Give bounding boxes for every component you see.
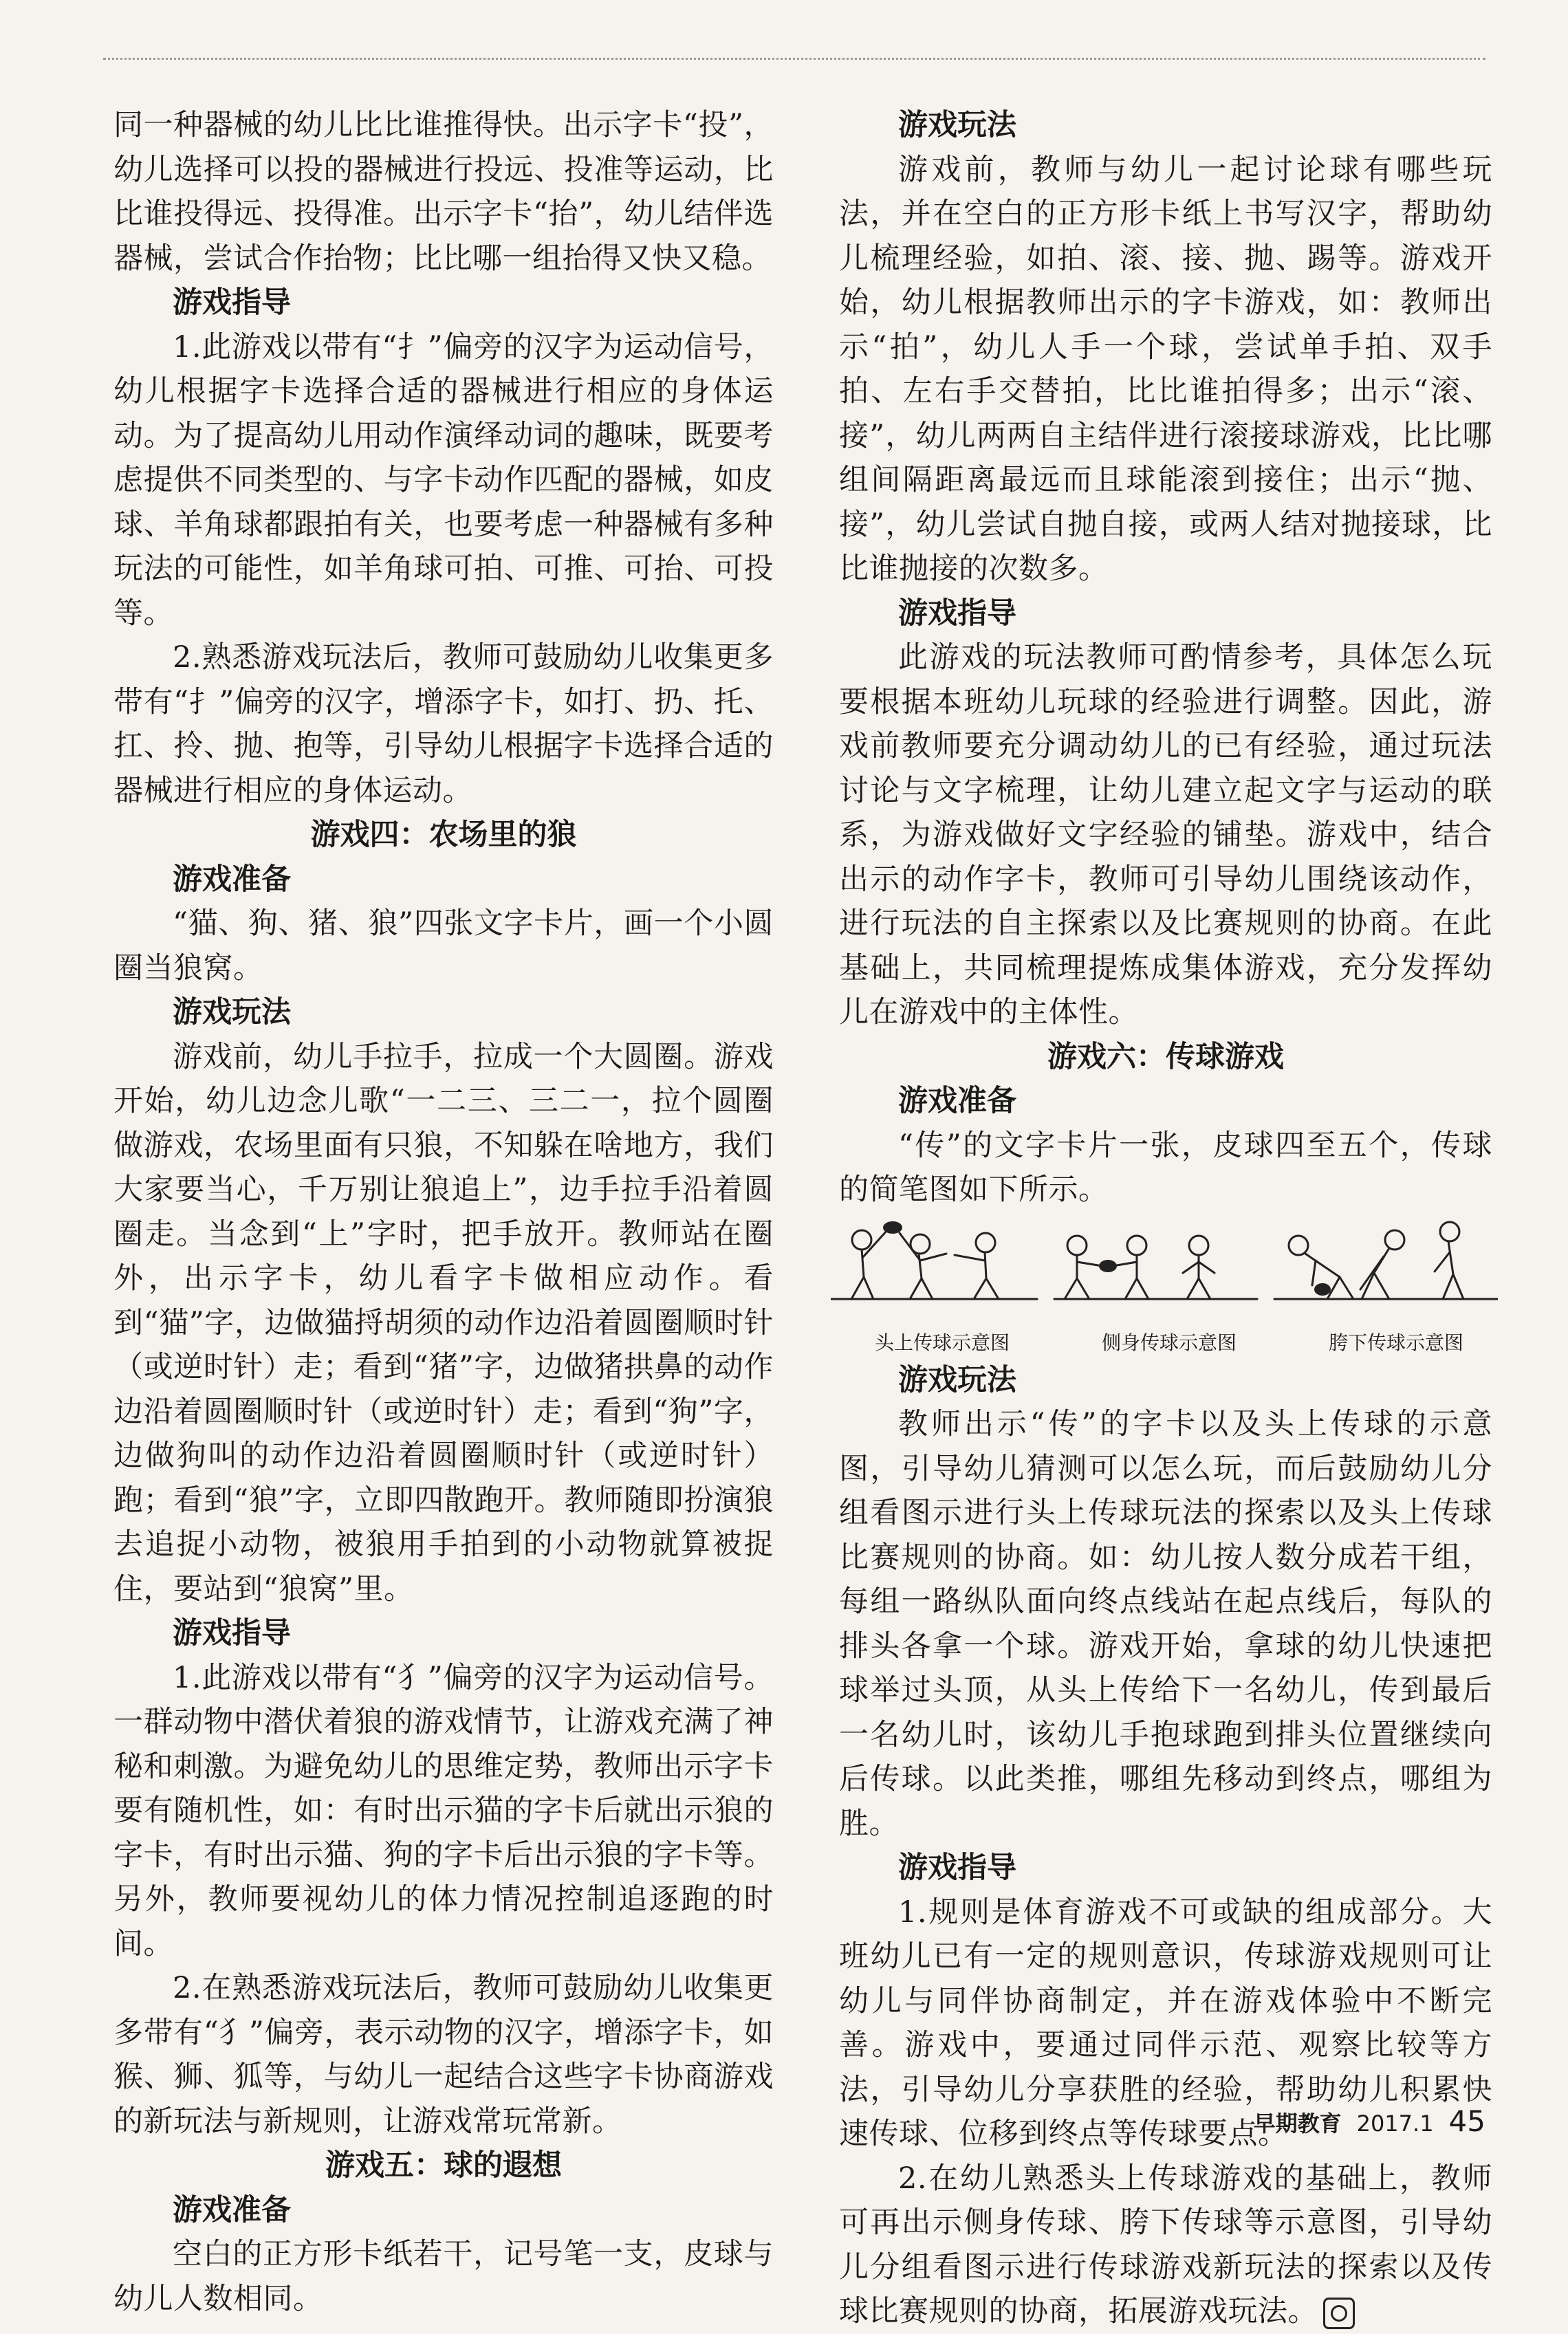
paragraph: 游戏前，幼儿手拉手，拉成一个大圆圈。游戏开始，幼儿边念儿歌“一二三、三二一，拉个圆圈做游戏，农场里面有只狼，不知躲在啥地方，我们大家要当心，千万别让狼追上”，边手拉手沿着圆圈走。当念到“上”字时，把手放开。教师站在圈外，出示字卡，幼儿看字卡做相应动作。看到“猫”字，边做猫捋胡须的动作边沿着圆圈顺时针（或逆时针）走；看到“猪”字，边做猪拱鼻的动作边沿着圆圈顺时针（或逆时针）走；看到“狗”字，边做狗叫的动作边沿着圆圈顺时针（或逆时针）跑；看到“狼”字，立即四散跑开。教师随即扮演狼去追捉小动物，被狼用手拍到的小动物就算被捉住，要站到“狼窝”里。 (113, 1039, 774, 1606)
subheading: 游戏指导 (173, 1616, 291, 1650)
subheading: 游戏玩法 (898, 108, 1016, 142)
game-title: 游戏四：农场里的狼 (310, 818, 577, 852)
subheading: 游戏准备 (173, 2192, 291, 2227)
stick-figures-drawing (831, 1218, 1498, 1328)
paragraph: “传”的文字卡片一张，皮球四至五个，传球的简笔图如下所示。 (839, 1128, 1492, 1207)
subheading: 游戏玩法 (898, 1362, 1016, 1397)
subheading: 游戏准备 (898, 1084, 1016, 1118)
caption-overhead: 头上传球示意图 (874, 1331, 1010, 1354)
end-mark-icon (1323, 2298, 1355, 2329)
paragraph: 2.熟悉游戏玩法后，教师可鼓励幼儿收集更多带有“扌”偏旁的汉字，增添字卡，如打、扔、托、扛、拎、抛、抱等，引导幼儿根据字卡选择合适的器械进行相应的身体运动。 (113, 640, 774, 808)
page-number: 45 (1448, 2104, 1485, 2138)
paragraph: 教师出示“传”的字卡以及头上传球的示意图，引导幼儿猜测可以怎么玩，而后鼓励幼儿分组看图示进行头上传球玩法的探索以及头上传球比赛规则的协商。如：幼儿按人数分成若干组，每组一路纵队面向终点线站在起点线后，每队的排头各拿一个球。游戏开始，拿球的幼儿快速把球举过头顶，从头上传给下一名幼儿，传到最后一名幼儿时，该幼儿手抱球跑到排头位置继续向后传球。以此类推，哪组先移动到终点，哪组为胜。 (839, 1407, 1492, 1841)
subheading: 游戏准备 (173, 862, 291, 897)
paragraph: 1.此游戏以带有“犭”偏旁的汉字为运动信号。一群动物中潜伏着狼的游戏情节，让游戏充满了神秘和刺激。为避免幼儿的思维定势，教师出示字卡要有随机性，如：有时出示猫的字卡后就出示狼的字卡，有时出示猫、狗的字卡后出示狼的字卡等。另外，教师要视幼儿的体力情况控制追逐跑的时间。 (113, 1660, 774, 1961)
magazine-name: 早期教育 (1253, 2111, 1342, 2137)
passing-diagram (839, 1218, 1492, 1355)
paragraph-last (839, 2157, 1492, 2334)
paragraph: 此游戏的玩法教师可酌情参考，具体怎么玩要根据本班幼儿玩球的经验进行调整。因此，游戏前教师要充分调动幼儿的已有经验，通过玩法讨论与文字梳理，让幼儿建立起文字与运动的联系，为游戏做好文字经验的铺垫。游戏中，结合出示的动作字卡，教师可引导幼儿围绕该动作，进行玩法的自主探索以及比赛规则的协商。在此基础上，共同梳理提炼成集体游戏，充分发挥幼儿在游戏中的主体性。 (839, 640, 1492, 1029)
subheading: 游戏指导 (173, 285, 291, 320)
paragraph: “猫、狗、猪、狼”四张文字卡片，画一个小圆圈当狼窝。 (113, 906, 774, 985)
paragraph: 游戏前，教师与幼儿一起讨论球有哪些玩法，并在空白的正方形卡纸上书写汉字，帮助幼儿梳理经验，如拍、滚、接、抛、踢等。游戏开始，幼儿根据教师出示的字卡游戏，如：教师出示“拍”，幼儿人手一个球，尝试单手拍、双手拍、左右手交替拍，比比谁拍得多；出示“滚、接”，幼儿两两自主结伴进行滚接球游戏，比比哪组间隔距离最远而且球能滚到接住；出示“抛、接”，幼儿尝试自抛自接，或两人结对抛接球，比比谁抛接的次数多。 (839, 152, 1492, 586)
paragraph: 同一种器械的幼儿比比谁推得快。出示字卡“投”，幼儿选择可以投的器械进行投远、投准等运动，比比谁投得远、投得准。出示字卡“抬”，幼儿结伴选器械，尝试合作抬物；比比哪一组抬得又快又稳。 (113, 108, 774, 276)
paragraph: 空白的正方形卡纸若干，记号笔一支，皮球与幼儿人数相同。 (113, 2237, 774, 2316)
subheading: 游戏指导 (898, 1851, 1016, 1885)
paragraph: 1.规则是体育游戏不可或缺的组成部分。大班幼儿已有一定的规则意识，传球游戏规则可让幼儿与同伴协商制定，并在游戏体验中不断完善。游戏中，要通过同伴示范、观察比较等方法，引导幼儿分享获胜的经验，帮助幼儿积累快速传球、位移到终点等传球要点。 (839, 1895, 1492, 2151)
figure-captions (839, 1328, 1499, 1355)
issue-number: 2017.1 (1356, 2111, 1434, 2137)
caption-between-legs: 胯下传球示意图 (1328, 1331, 1463, 1354)
right-column (839, 103, 1492, 2334)
game-title: 游戏五：球的遐想 (325, 2148, 562, 2183)
top-rule (103, 58, 1485, 60)
game-title: 游戏六：传球游戏 (1047, 1039, 1284, 1074)
page-footer (1254, 2104, 1485, 2138)
paragraph: 1.此游戏以带有“扌”偏旁的汉字为运动信号，幼儿根据字卡选择合适的器械进行相应的身体运动。为了提高幼儿用动作演绎动词的趣味，既要考虑提供不同类型的、与字卡动作匹配的器械，如皮球、羊角球都跟拍有关，也要考虑一种器械有多种玩法的可能性，如羊角球可拍、可推、可抬、可投等。 (113, 329, 774, 631)
subheading: 游戏玩法 (173, 995, 291, 1029)
caption-side: 侧身传球示意图 (1101, 1331, 1237, 1354)
left-column (113, 103, 774, 2321)
paragraph: 2.在熟悉游戏玩法后，教师可鼓励幼儿收集更多带有“犭”偏旁，表示动物的汉字，增添字卡，如猴、狮、狐等，与幼儿一起结合这些字卡协商游戏的新玩法与新规则，让游戏常玩常新。 (113, 1971, 774, 2139)
subheading: 游戏指导 (898, 596, 1016, 631)
paragraph-text: 2.在幼儿熟悉头上传球游戏的基础上，教师可再出示侧身传球、胯下传球等示意图，引导幼儿分组看图示进行传球游戏新玩法的探索以及传球比赛规则的协商，拓展游戏玩法。 (839, 2161, 1492, 2328)
